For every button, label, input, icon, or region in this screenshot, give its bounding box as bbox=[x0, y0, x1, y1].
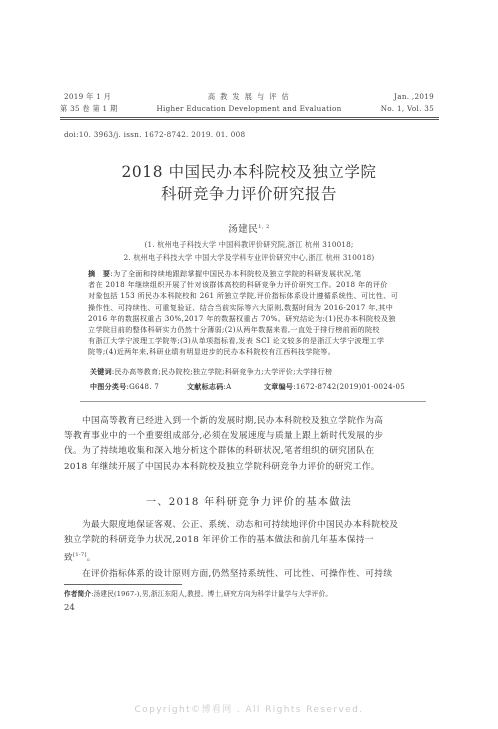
section-heading: 一、2018 年科研竞争力评价的基本做法 bbox=[146, 497, 352, 508]
header-issue-en: No. 1, Vol. 35 bbox=[380, 104, 434, 113]
abstract-line: 院等;(4)近两年来,科研业绩有明显进步的民办本科院校有江西科技学院等。 bbox=[88, 347, 336, 357]
header-volume: 第 35 卷 第 1 期 bbox=[60, 104, 118, 113]
abstract-line: 者在 2018 年继续组织开展了针对该群体高校的科研竞争力评价研究工作。2018 年的评价 bbox=[88, 280, 388, 290]
citation: [1-7] bbox=[73, 552, 87, 559]
footnote-rule bbox=[64, 584, 182, 585]
intro-paragraph bbox=[64, 414, 438, 475]
body-line: 伐。为了持续地收集和深入地分析这个群体的科研状况,笔者组织的研究团队在 bbox=[64, 446, 375, 457]
keywords-text: :民办高等教育;民办院校;独立学院;科研竞争力;大学评价;大学排行榜 bbox=[111, 368, 333, 376]
body-line: 致[1-7]。 bbox=[64, 552, 96, 564]
header-date-en: Jan. ,2019 bbox=[394, 92, 434, 101]
title-line-1: 2018 中国民办本科院校及独立学院 bbox=[121, 163, 377, 181]
body-line: 为最大限度地保证客观、公正、系统、动态和可持续地评价中国民办本科院校及 bbox=[82, 520, 399, 530]
article-number: 文章编号:1672-8742(2019)01-0024-05 bbox=[264, 382, 405, 391]
header-journal-cn: 高 教 发 展 与 评 估 bbox=[207, 92, 291, 101]
keywords-label: 关键词 bbox=[90, 367, 112, 376]
section-paragraph bbox=[64, 518, 438, 582]
abstract-line: 2016 年的数据权重占 30%,2017 年的数据权重占 70%。研究结论为:(1)民办本科院校及独 bbox=[88, 313, 396, 323]
abstract bbox=[88, 268, 426, 358]
header-journal-en: Higher Education Development and Evaluation bbox=[156, 104, 342, 113]
header-rule-bottom bbox=[60, 119, 439, 120]
abstract-line: 立学院目前的整体科研实力仍然十分薄弱;(2)从两年数据来看,一直处于排行榜前面的院校 bbox=[88, 325, 380, 335]
body-line: 2018 年继续开展了中国民办本科院校及独立学院科研竞争力评价的研究工作。 bbox=[64, 461, 380, 472]
footnote-label: 作者简介 bbox=[64, 590, 92, 598]
body-line: 在评价指标体系的设计原则方面,仍然坚持系统性、可比性、可操作性、可持续 bbox=[82, 568, 393, 579]
header-rule-top bbox=[60, 117, 439, 118]
keywords bbox=[90, 367, 332, 377]
footnote-text: :汤建民(1967-),男,浙江东阳人,教授、博士,研究方向为科学计量学与大学评价。 bbox=[91, 590, 333, 598]
title-line-2: 科研竞争力评价研究报告 bbox=[161, 185, 337, 203]
document-code: 文献标志码:A bbox=[187, 382, 232, 391]
body-line: 中国高等教育已经进入到一个新的发展时期,民办本科院校及独立学院作为高 bbox=[82, 416, 384, 426]
author-name: 汤建民 bbox=[228, 224, 259, 235]
body-line: 等教育事业中的一个重要组成部分,必须在发展速度与质量上跟上新时代发展的步 bbox=[64, 431, 384, 442]
abstract-line: 操作性、可持续性、可重复验证、结合当前实际等六大原则,数据时间为 2016-2017 年,其中 bbox=[88, 302, 394, 312]
abstract-divider bbox=[80, 401, 426, 402]
body-line: 独立学院的科研竞争力状况,2018 年评价工作的基本做法和前几年基本保持一 bbox=[64, 535, 374, 546]
classification-number: 中图分类号:G648. 7 bbox=[90, 382, 160, 391]
abstract-line: 有浙江大学宁波理工学院等;(3)从单项指标看,发表 SCI 论文较多的是浙江大学宁波理工学 bbox=[88, 336, 385, 346]
abstract-label: 摘 要 bbox=[88, 269, 111, 278]
page-number: 24 bbox=[64, 603, 75, 613]
author bbox=[0, 221, 498, 235]
footnote bbox=[64, 588, 332, 598]
doi: doi:10. 3963/j. issn. 1672-8742. 2019. 01. 008 bbox=[64, 130, 246, 139]
abstract-line: 摘 要:为了全面和持续地跟踪掌握中国民办本科院校及独立学院的科研发展状况,笔 bbox=[88, 269, 362, 278]
header-date: 2019 年 1 月 bbox=[64, 92, 112, 101]
copyright-watermark: Copyright©博看网 . All Rights Reserved. bbox=[134, 705, 364, 715]
affiliation-1: (1. 杭州电子科技大学 中国科教评价研究院,浙江 杭州 310018; bbox=[144, 240, 354, 249]
abstract-line: 对象包括 153 所民办本科院校和 261 所独立学院,评价指标体系设计遵循系统性、可比性、可 bbox=[88, 291, 399, 301]
affiliation-2: 2. 杭州电子科技大学 中国大学及学科专业评价研究中心,浙江 杭州 310018) bbox=[123, 253, 375, 262]
author-affiliation-marks: 1, 2 bbox=[258, 223, 270, 230]
